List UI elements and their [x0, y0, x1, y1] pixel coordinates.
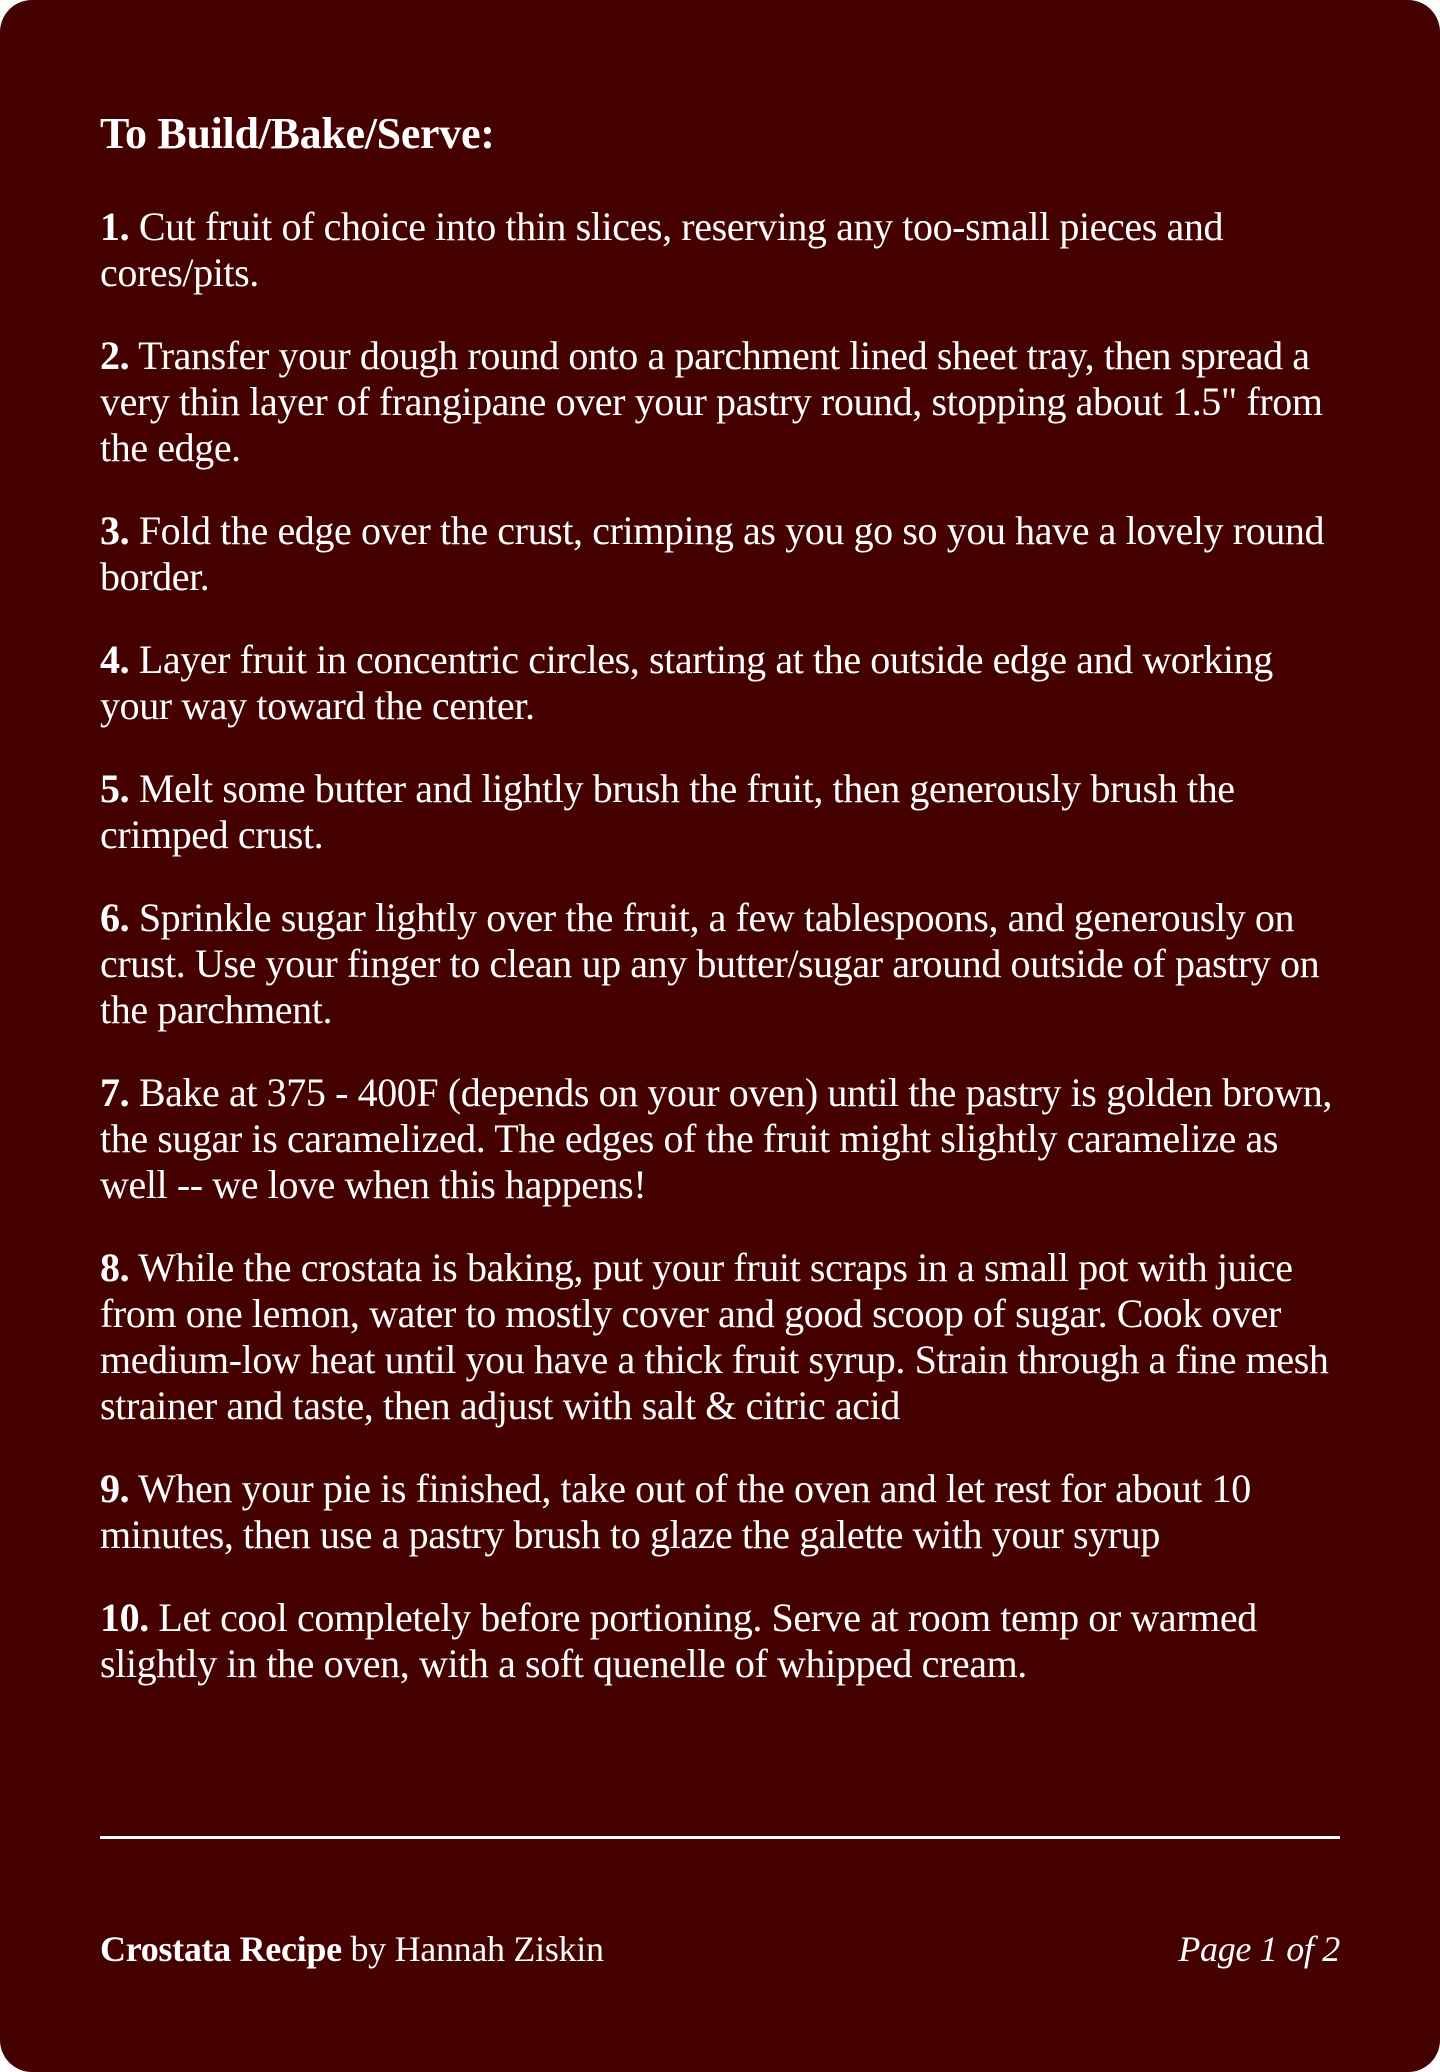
- step-text: Bake at 375 - 400F (depends on your oven) until the pastry is golden brown, the sugar is caramelized. The edges of the fruit might slightly caramelize as well -- we love when this happens!: [100, 1070, 1332, 1207]
- step-number: 3.: [100, 508, 130, 553]
- recipe-title: Crostata Recipe: [100, 1929, 342, 1969]
- footer-divider: [100, 1836, 1340, 1839]
- step-number: 7.: [100, 1070, 130, 1115]
- step-item: [100, 766, 1340, 858]
- step-number: 2.: [100, 333, 130, 378]
- footer-credit: [100, 1925, 604, 1973]
- step-number: 6.: [100, 895, 130, 940]
- step-item: [100, 1245, 1340, 1429]
- step-item: [100, 1466, 1340, 1558]
- step-item: [100, 1070, 1340, 1208]
- page-footer: [100, 1924, 1340, 1974]
- step-item: [100, 637, 1340, 729]
- step-number: 5.: [100, 766, 130, 811]
- step-text: Layer fruit in concentric circles, starting at the outside edge and working your way toward the center.: [100, 637, 1273, 728]
- step-text: Transfer your dough round onto a parchment lined sheet tray, then spread a very thin layer of frangipane over your pastry round, stopping about 1.5" from the edge.: [100, 333, 1323, 470]
- step-text: When your pie is finished, take out of the oven and let rest for about 10 minutes, then use a pastry brush to glaze the galette with your syrup: [100, 1466, 1251, 1557]
- step-item: [100, 204, 1340, 296]
- step-item: [100, 333, 1340, 471]
- step-number: 4.: [100, 637, 130, 682]
- page-indicator: Page 1 of 2: [1178, 1929, 1340, 1969]
- step-text: Melt some butter and lightly brush the fruit, then generously brush the crimped crust.: [100, 766, 1235, 857]
- step-text: While the crostata is baking, put your fruit scraps in a small pot with juice from one lemon, water to mostly cover and good scoop of sugar. Cook over medium-low heat until you have a thick fruit syrup. Strain through a fine mesh strainer and taste, then adjust with salt & citric acid: [100, 1245, 1329, 1428]
- step-item: [100, 895, 1340, 1033]
- step-text: Cut fruit of choice into thin slices, reserving any too-small pieces and cores/pits.: [100, 204, 1224, 295]
- recipe-author: by Hannah Ziskin: [341, 1929, 604, 1969]
- step-number: 9.: [100, 1466, 130, 1511]
- section-heading: To Build/Bake/Serve:: [100, 109, 495, 158]
- step-text: Fold the edge over the crust, crimping as you go so you have a lovely round border.: [100, 508, 1325, 599]
- step-text: Let cool completely before portioning. Serve at room temp or warmed slightly in the oven, with a soft quenelle of whipped cream.: [100, 1595, 1257, 1686]
- recipe-content: [100, 108, 1340, 1724]
- step-text: Sprinkle sugar lightly over the fruit, a few tablespoons, and generously on crust. Use your finger to clean up any butter/sugar around outside of pastry on the parchment.: [100, 895, 1320, 1032]
- step-number: 8.: [100, 1245, 130, 1290]
- step-number: 1.: [100, 204, 130, 249]
- step-number: 10.: [100, 1595, 149, 1640]
- step-item: [100, 1595, 1340, 1687]
- step-item: [100, 508, 1340, 600]
